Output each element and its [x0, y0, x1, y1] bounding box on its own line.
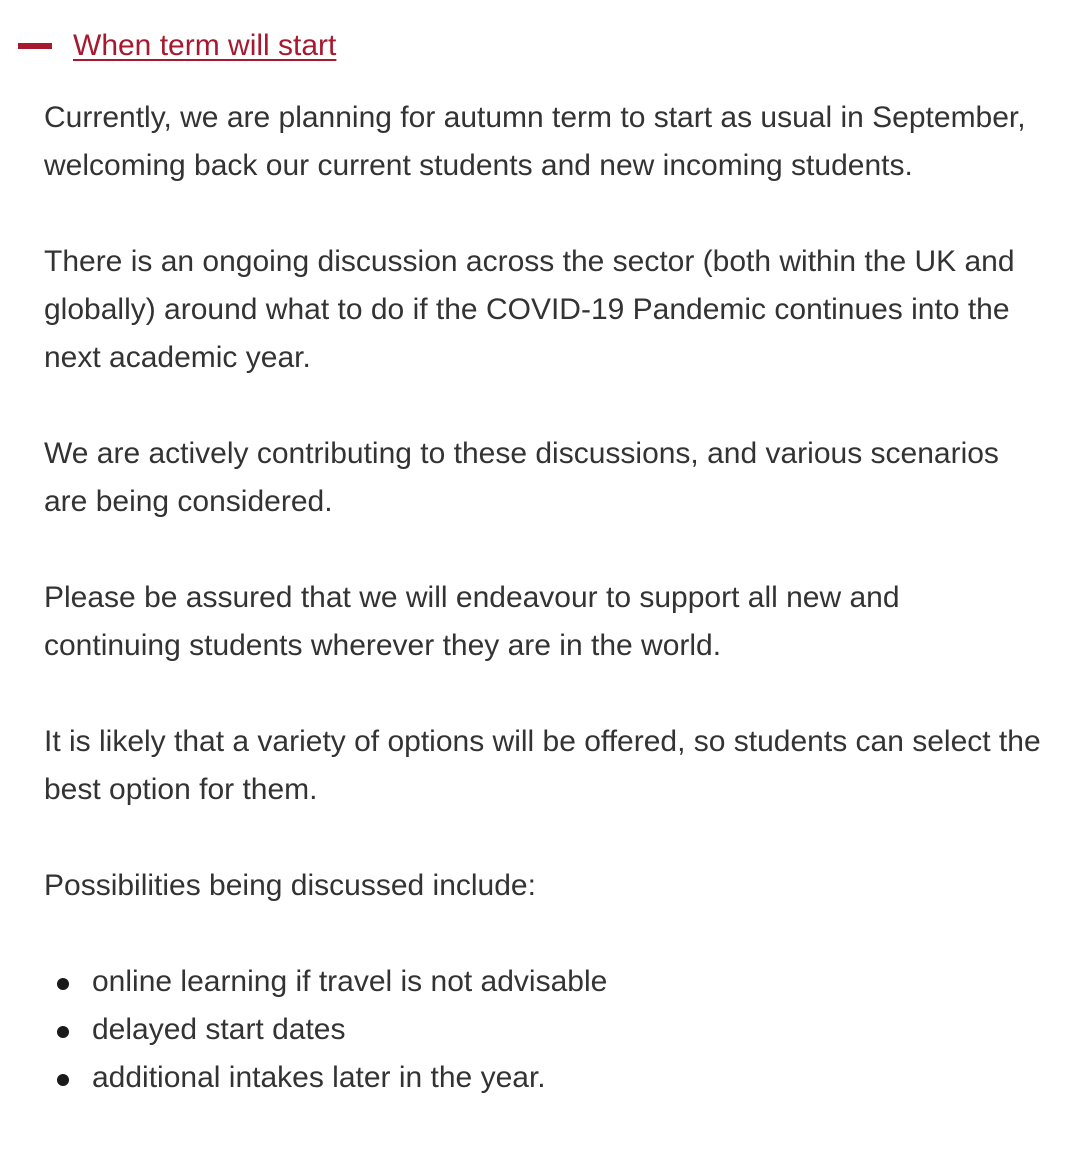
paragraph: Currently, we are planning for autumn term to start as usual in September, welcoming back our current students and new incoming students.: [44, 101, 1026, 182]
paragraph: Possibilities being discussed include:: [44, 869, 536, 902]
list-item: additional intakes later in the year.: [44, 1054, 1044, 1102]
accordion-title[interactable]: When term will start: [73, 29, 337, 62]
paragraph: There is an ongoing discussion across the sector (both within the UK and globally) around what to do if the COVID-19 Pandemic continues into the next academic year.: [44, 245, 1015, 374]
accordion-toggle[interactable]: [18, 24, 336, 68]
possibilities-list: [44, 958, 1044, 1102]
accordion-content: [44, 94, 1044, 1102]
paragraph: We are actively contributing to these discussions, and various scenarios are being considered.: [44, 437, 999, 518]
list-item: online learning if travel is not advisable: [44, 958, 1044, 1006]
paragraph: It is likely that a variety of options will be offered, so students can select the best option for them.: [44, 725, 1041, 806]
paragraph: Please be assured that we will endeavour to support all new and continuing students wherever they are in the world.: [44, 581, 900, 662]
minus-icon: [18, 43, 52, 49]
list-item: delayed start dates: [44, 1006, 1044, 1054]
